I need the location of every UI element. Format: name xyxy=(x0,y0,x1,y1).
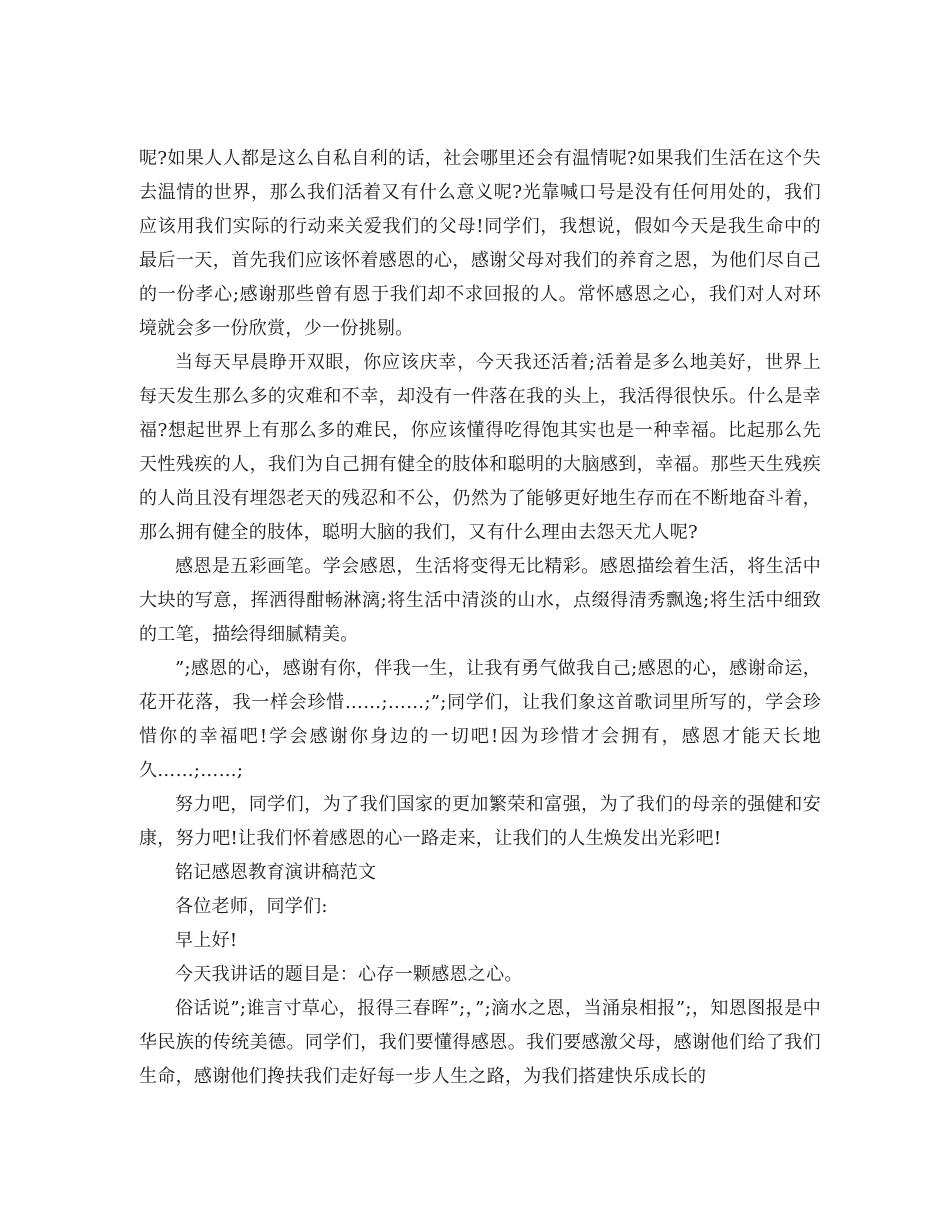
paragraph-3: 感恩是五彩画笔。学会感恩，生活将变得无比精彩。感恩描绘着生活，将生活中大块的写意，挥洒得酣畅淋漓;将生活中清淡的山水，点缀得清秀飘逸;将生活中细致的工笔，描绘得细腻精美。 xyxy=(139,556,821,645)
paragraph-2: 当每天早晨睁开双眼，你应该庆幸，今天我还活着;活着是多么地美好，世界上每天发生那么多的灾难和不幸，却没有一件落在我的头上，我活得很快乐。什么是幸福?想起世界上有那么多的难民，你应该懂得吃得饱其实也是一种幸福。比起那么先天性残疾的人，我们为自己拥有健全的肢体和聪明的大脑感到，幸福。那些天生残疾的人尚且没有埋怨老天的残忍和不公，仍然为了能够更好地生存而在不断地奋斗着，那么拥有健全的肢体，聪明大脑的我们，又有什么理由去怨天尤人呢? xyxy=(139,352,821,543)
paragraph-1: 呢?如果人人都是这么自私自利的话，社会哪里还会有温情呢?如果我们生活在这个失去温情的世界，那么我们活着又有什么意义呢?光靠喊口号是没有任何用处的，我们应该用我们实际的行动来关爱我们的父母!同学们，我想说，假如今天是我生命中的最后一天，首先我们应该怀着感恩的心，感谢父母对我们的养育之恩，为他们尽自己的一份孝心;感谢那些曾有恩于我们却不求回报的人。常怀感恩之心，我们对人对环境就会多一份欣赏，少一份挑剔。 xyxy=(139,148,821,339)
paragraph-4: ”;感恩的心，感谢有你，伴我一生，让我有勇气做我自己;感恩的心，感谢命运，花开花落，我一样会珍惜……;……;”;同学们，让我们象这首歌词里所写的，学会珍惜你的幸福吧!学会感谢你身边的一切吧!因为珍惜才会拥有，感恩才能天长地久……;……; xyxy=(139,658,821,781)
greeting: 早上好! xyxy=(175,930,238,951)
paragraph-5: 努力吧，同学们，为了我们国家的更加繁荣和富强，为了我们的母亲的强健和安康，努力吧!让我们怀着感恩的心一路走来，让我们的人生焕发出光彩吧! xyxy=(139,794,821,849)
document-body xyxy=(139,142,821,1094)
topic-line: 今天我讲话的题目是：心存一颗感恩之心。 xyxy=(175,964,523,985)
salutation: 各位老师，同学们: xyxy=(175,896,328,917)
section-title: 铭记感恩教育演讲稿范文 xyxy=(175,862,377,883)
paragraph-10: 俗话说”;谁言寸草心，报得三春晖”;，”;滴水之恩，当涌泉相报”;，知恩图报是中华民族的传统美德。同学们，我们要懂得感恩。我们要感激父母，感谢他们给了我们生命，感谢他们搀扶我们走好每一步人生之路，为我们搭建快乐成长的 xyxy=(139,998,821,1087)
